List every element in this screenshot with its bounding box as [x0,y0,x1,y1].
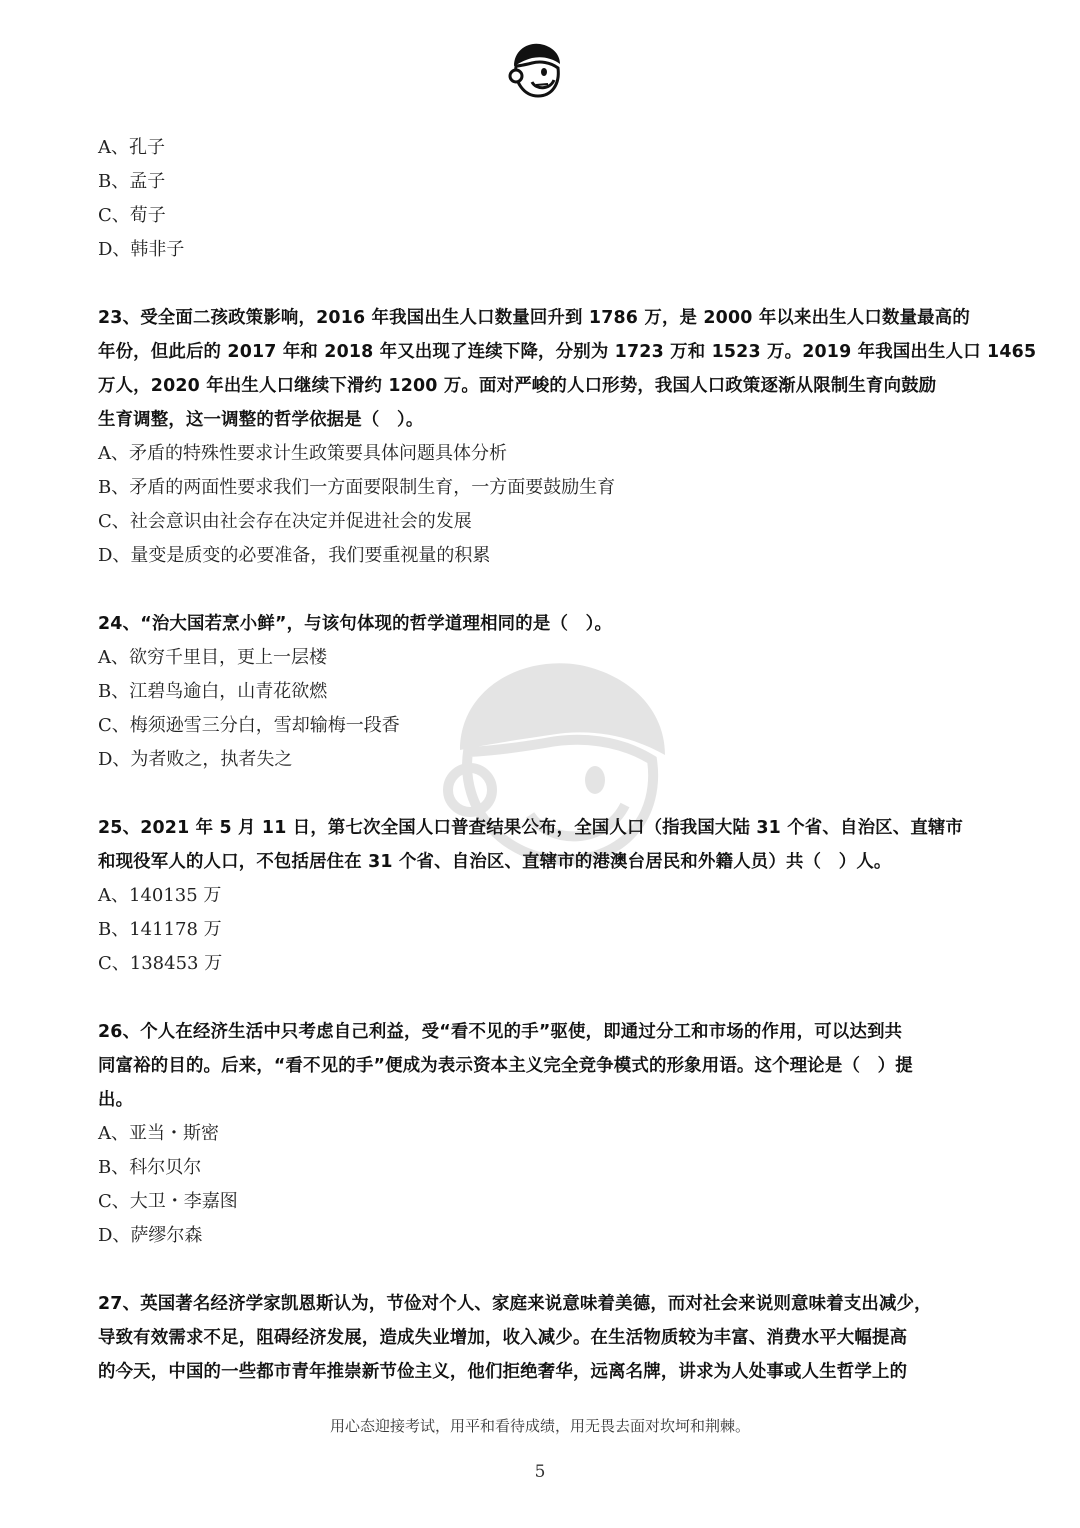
q22-option-c: C、荀子 [98,205,166,226]
q26-stem-line: 同富裕的目的。后来，“看不见的手”便成为表示资本主义完全竞争模式的形象用语。这个理论是（ ）提 [98,1056,913,1076]
q24-stem-line: 24、“治大国若烹小鲜”，与该句体现的哲学道理相同的是（ ）。 [98,614,613,634]
q25-option-c: C、138453 万 [98,953,223,974]
q25-option-b: B、141178 万 [98,919,222,940]
q23-stem-line: 生育调整，这一调整的哲学依据是（ ）。 [98,410,424,430]
q26-stem-line: 出。 [98,1090,134,1110]
q23-stem-line: 年份，但此后的 2017 年和 2018 年又出现了连续下降，分别为 1723 万和 1523 万。2019 年我国出生人口 1465 [98,342,1037,362]
q27-stem-line: 27、英国著名经济学家凯恩斯认为，节俭对个人、家庭来说意味着美德，而对社会来说则意味着支出减少， [98,1294,932,1314]
q26-stem-line: 26、个人在经济生活中只考虑自己利益，受“看不见的手”驱使，即通过分工和市场的作用，可以达到共 [98,1022,903,1042]
q23-stem-line: 23、受全面二孩政策影响，2016 年我国出生人口数量回升到 1786 万，是 2000 年以来出生人口数量最高的 [98,308,970,328]
q24-option-a: A、欲穷千里目，更上一层楼 [98,647,327,668]
q22-option-d: D、韩非子 [98,239,185,260]
monkey-logo-icon [502,36,568,102]
page-number: 5 [534,1462,546,1482]
q23-option-b: B、矛盾的两面性要求我们一方面要限制生育，一方面要鼓励生育 [98,477,616,498]
q25-stem-line: 25、2021 年 5 月 11 日，第七次全国人口普查结果公布，全国人口（指我国大陆 31 个省、自治区、直辖市 [98,818,964,838]
q25-option-a: A、140135 万 [98,885,222,906]
q25-stem-line: 和现役军人的人口，不包括居住在 31 个省、自治区、直辖市的港澳台居民和外籍人员）共（ ）人。 [98,852,892,872]
q26-option-c: C、大卫・李嘉图 [98,1191,238,1212]
q26-option-d: D、萨缪尔森 [98,1225,203,1246]
q24-option-c: C、梅须逊雪三分白，雪却输梅一段香 [98,715,400,736]
footer-motto: 用心态迎接考试，用平和看待成绩，用无畏去面对坎坷和荆棘。 [329,1417,750,1435]
q23-option-d: D、量变是质变的必要准备，我们要重视量的积累 [98,545,491,566]
q22-option-b: B、孟子 [98,171,166,192]
q27-stem-line: 导致有效需求不足，阻碍经济发展，造成失业增加，收入减少。在生活物质较为丰富、消费水平大幅提高 [98,1328,908,1348]
q24-option-d: D、为者败之，执者失之 [98,749,293,770]
q26-option-a: A、亚当・斯密 [98,1123,219,1144]
q24-option-b: B、江碧鸟逾白，山青花欲燃 [98,681,328,702]
q23-option-a: A、矛盾的特殊性要求计生政策要具体问题具体分析 [98,443,507,464]
q27-stem-line: 的今天，中国的一些都市青年推崇新节俭主义，他们拒绝奢华，远离名牌，讲求为人处事或人生哲学上的 [98,1362,908,1382]
q26-option-b: B、科尔贝尔 [98,1157,202,1178]
q22-option-a: A、孔子 [98,137,165,158]
q23-stem-line: 万人，2020 年出生人口继续下滑约 1200 万。面对严峻的人口形势，我国人口政策逐渐从限制生育向鼓励 [98,376,937,396]
q23-option-c: C、社会意识由社会存在决定并促进社会的发展 [98,511,472,532]
